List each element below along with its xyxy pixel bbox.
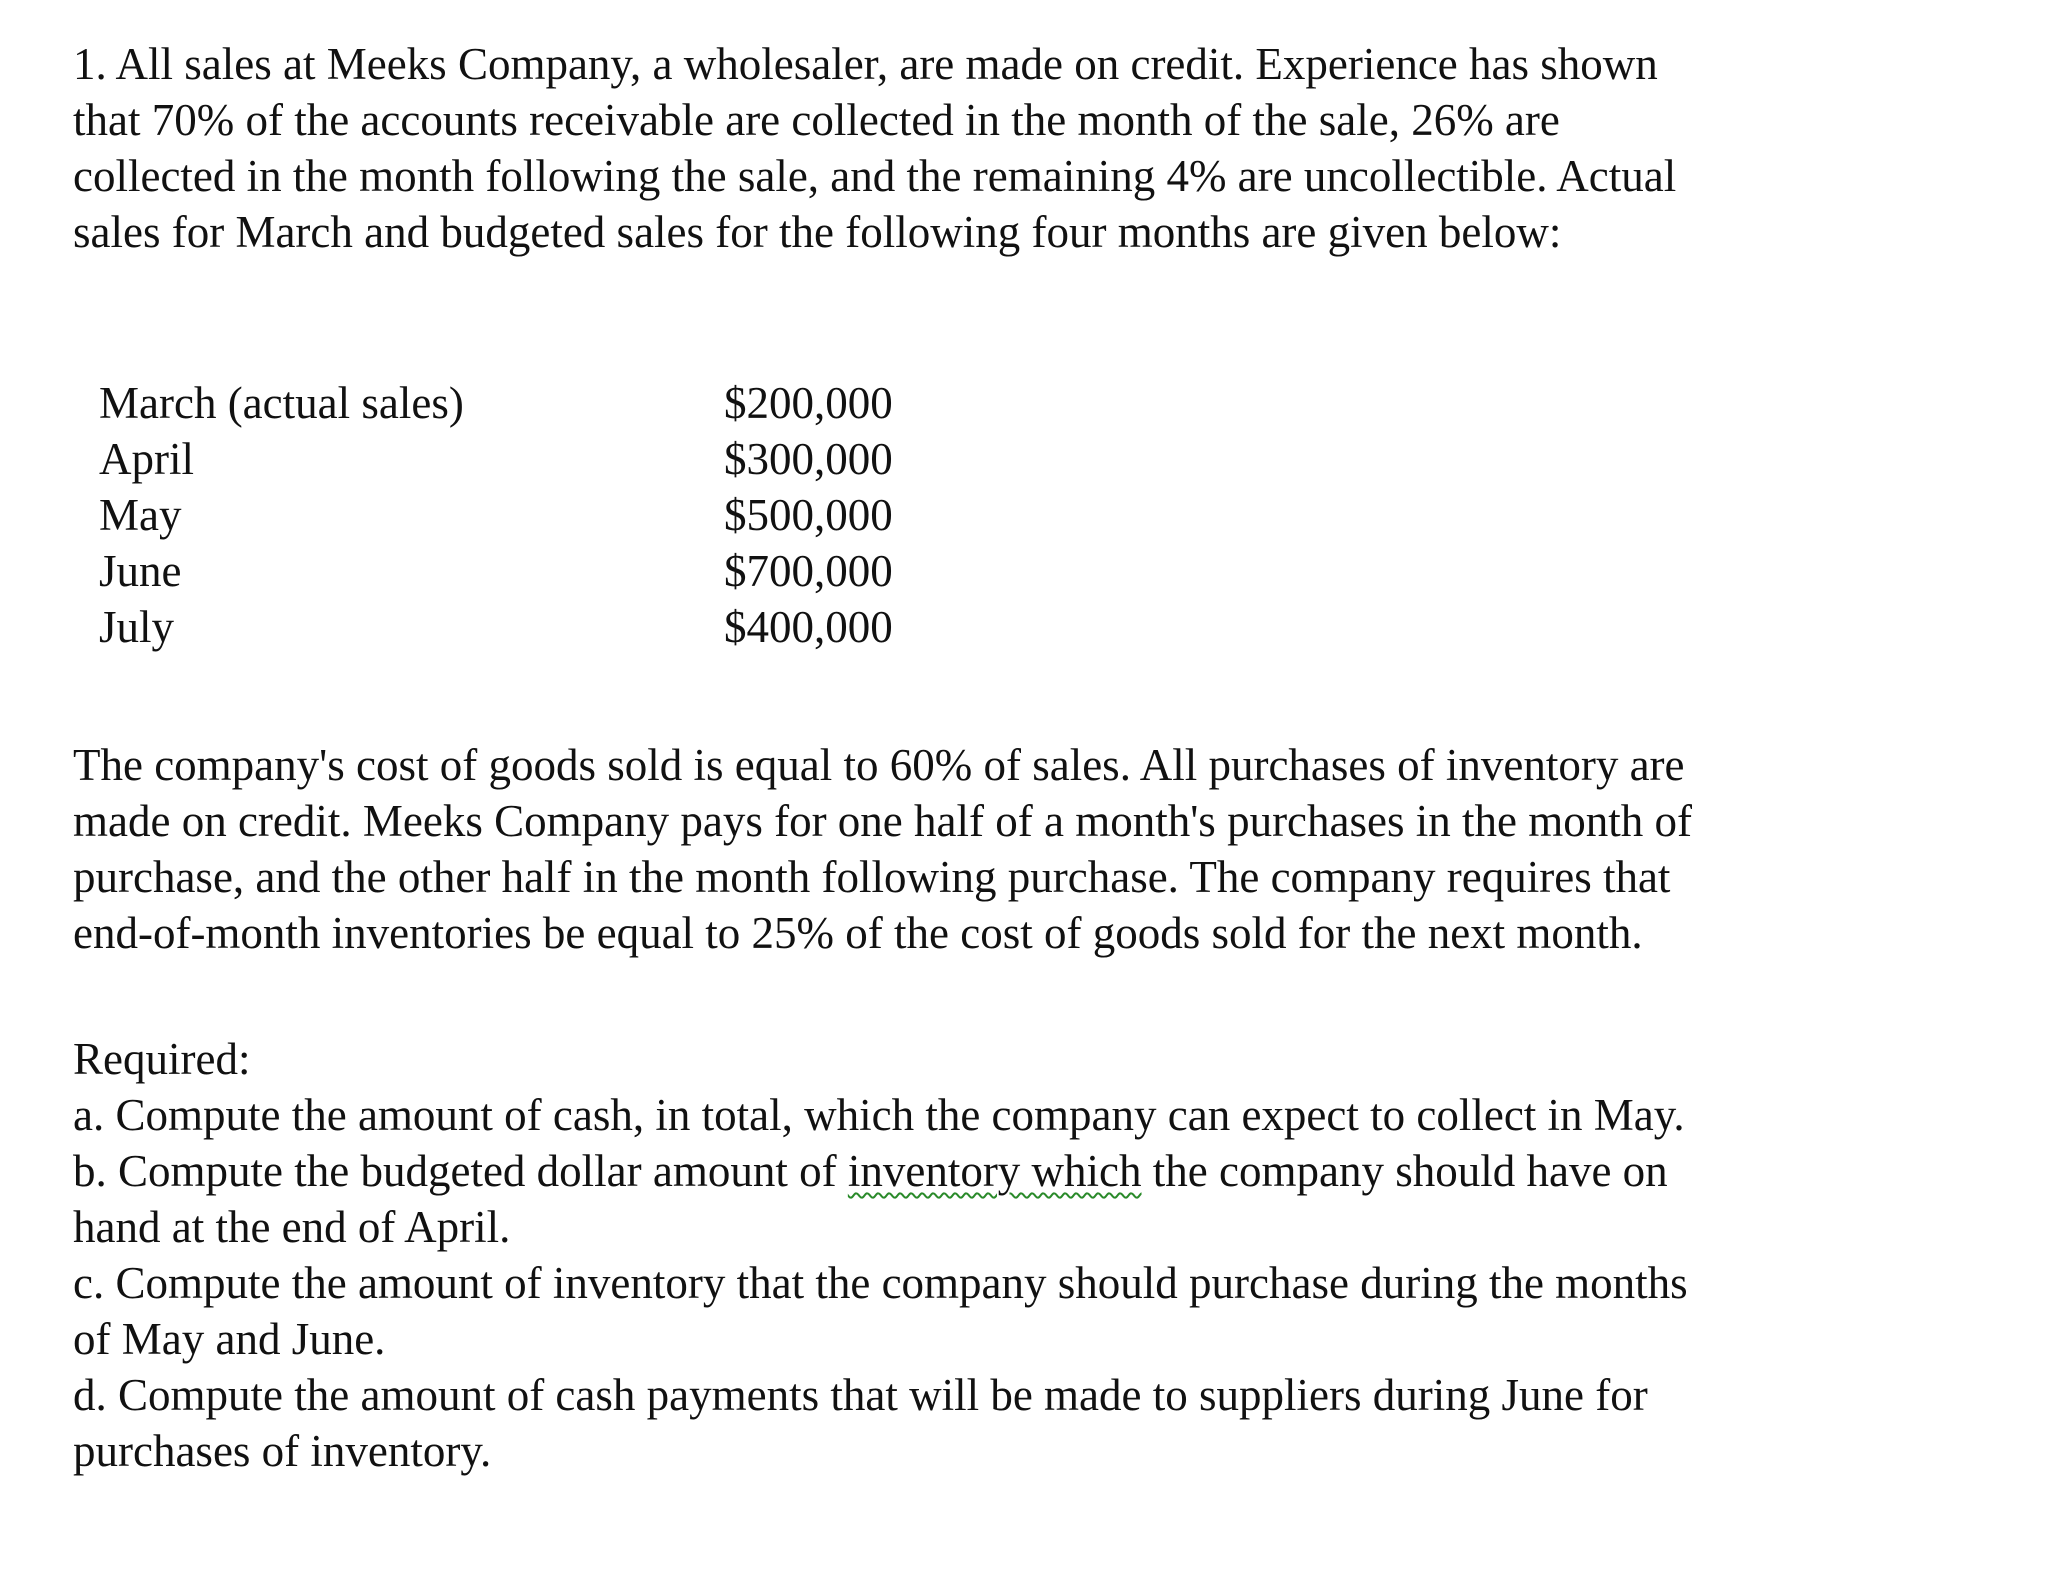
cost-line: The company's cost of goods sold is equal to 60% of sales. All purchases of inventory are [73,740,1685,790]
cost-line: made on credit. Meeks Company pays for one half of a month's purchases in the month of [73,796,1692,846]
sales-row [99,487,893,543]
spellcheck-flagged-text[interactable]: inventory which [847,1146,1142,1196]
requirement-d: d. Compute the amount of cash payments that will be made to suppliers during June for [73,1370,1648,1420]
sales-row [99,431,893,487]
intro-paragraph [73,36,1973,260]
sales-month: July [99,602,175,652]
sales-amount: $500,000 [724,490,893,540]
intro-line: 1. All sales at Meeks Company, a wholesaler, are made on credit. Experience has shown [73,39,1658,89]
requirement-a: a. Compute the amount of cash, in total, which the company can expect to collect in May. [73,1090,1685,1140]
required-section [73,1031,1973,1479]
sales-month: May [99,490,182,540]
cost-line: purchase, and the other half in the month following purchase. The company requires that [73,852,1671,902]
intro-line: that 70% of the accounts receivable are collected in the month of the sale, 26% are [73,95,1560,145]
requirement-c-continued: of May and June. [73,1314,386,1364]
requirement-b [73,1143,1973,1199]
intro-line: collected in the month following the sale, and the remaining 4% are uncollectible. Actual [73,151,1677,201]
sales-amount: $700,000 [724,546,893,596]
sales-row [99,543,893,599]
sales-row [99,599,893,655]
requirement-b-text: b. Compute the budgeted dollar amount of [73,1146,848,1196]
intro-line: sales for March and budgeted sales for the following four months are given below: [73,207,1562,257]
sales-amount: $200,000 [724,378,893,428]
sales-amount: $300,000 [724,434,893,484]
sales-table [99,375,893,655]
cost-paragraph [73,737,1973,961]
sales-month: March (actual sales) [99,378,464,428]
required-heading: Required: [73,1034,251,1084]
document-page [73,36,1973,1479]
sales-month: June [99,546,182,596]
requirement-d-continued: purchases of inventory. [73,1426,492,1476]
requirement-c: c. Compute the amount of inventory that the company should purchase during the months [73,1258,1688,1308]
cost-line: end-of-month inventories be equal to 25% of the cost of goods sold for the next month. [73,908,1643,958]
sales-month: April [99,434,194,484]
requirement-b-text: the company should have on [1141,1146,1668,1196]
requirement-b-continued: hand at the end of April. [73,1202,511,1252]
sales-amount: $400,000 [724,602,893,652]
sales-row [99,375,893,431]
